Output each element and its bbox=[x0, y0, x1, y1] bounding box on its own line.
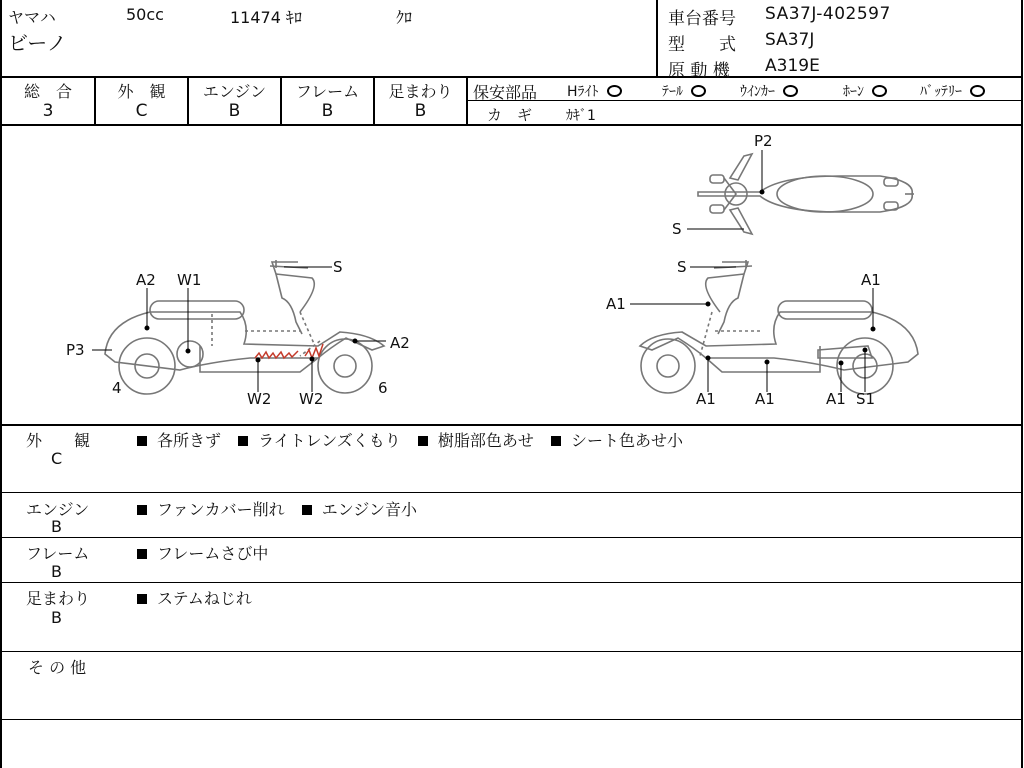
grade-engine-value: B bbox=[228, 101, 241, 121]
damage-diagram bbox=[0, 126, 1020, 423]
chassis-value: SA37J-402597 bbox=[765, 4, 891, 24]
safety-item-headlight: Hﾗｲﾄ bbox=[567, 81, 622, 101]
displacement-text: 50cc bbox=[126, 5, 164, 24]
mileage-text: 11474 ｷﾛ bbox=[230, 8, 302, 27]
bullet-square-icon bbox=[418, 436, 428, 446]
remark-notes-frame: フレームさび中 bbox=[137, 541, 280, 564]
diagram-label: S1 bbox=[856, 390, 876, 408]
diagram-label: W2 bbox=[299, 390, 324, 408]
diagram-label: A2 bbox=[136, 271, 156, 289]
remark-grade-frame: B bbox=[51, 562, 62, 581]
remark-divider-4 bbox=[0, 651, 1023, 652]
header-divider bbox=[0, 76, 1023, 78]
bullet-square-icon bbox=[137, 594, 147, 604]
grade-frame-value: B bbox=[321, 101, 334, 121]
grade-exterior-label: 外 観 bbox=[117, 82, 166, 101]
key-value: ｶｷﾞ1 bbox=[566, 108, 596, 124]
safety-label: 保安部品 bbox=[473, 83, 538, 102]
bullet-square-icon bbox=[238, 436, 248, 446]
remark-category-other: そ の 他 bbox=[28, 658, 87, 677]
diagram-label: W2 bbox=[247, 390, 272, 408]
remark-notes-engine: ファンカバー削れ エンジン音小 bbox=[137, 497, 429, 520]
diagram-label: A1 bbox=[696, 390, 716, 408]
ok-circle-icon bbox=[607, 85, 622, 97]
bullet-square-icon bbox=[551, 436, 561, 446]
remark-divider-5 bbox=[0, 719, 1023, 720]
diagram-label: A1 bbox=[755, 390, 775, 408]
engine-value: A319E bbox=[765, 56, 820, 76]
right-border bbox=[1021, 0, 1023, 768]
diagram-label: A2 bbox=[390, 334, 410, 352]
grade-suspension-label: 足まわり bbox=[388, 82, 453, 101]
type-value: SA37J bbox=[765, 30, 815, 50]
safety-item-winker: ｳｲﾝｶｰ bbox=[740, 81, 798, 101]
grade-exterior-value: C bbox=[135, 101, 148, 121]
maker-text: ヤマハ bbox=[8, 8, 56, 27]
remark-notes-suspension: ステムねじれ bbox=[137, 586, 264, 609]
remark-grade-exterior: C bbox=[51, 449, 63, 468]
grade-frame-label: フレーム bbox=[295, 82, 360, 101]
engine-label: 原 動 機 bbox=[668, 61, 730, 81]
chassis-label: 車台番号 bbox=[668, 9, 736, 29]
remark-category-engine: エンジン bbox=[26, 500, 90, 519]
diagram-label: W1 bbox=[177, 271, 202, 289]
diagram-label: 6 bbox=[378, 379, 388, 397]
ok-circle-icon bbox=[970, 85, 985, 97]
remark-category-suspension: 足まわり bbox=[26, 589, 91, 608]
diagram-label: S bbox=[677, 258, 687, 276]
diagram-label: A1 bbox=[861, 271, 881, 289]
remark-divider-1 bbox=[0, 492, 1023, 493]
remark-notes-exterior: 各所きず ライトレンズくもり 樹脂部色あせ シート色あせ小 bbox=[137, 428, 695, 451]
model-name: ビーノ bbox=[8, 31, 67, 55]
bullet-square-icon bbox=[137, 549, 147, 559]
bullet-square-icon bbox=[137, 436, 147, 446]
remark-category-frame: フレーム bbox=[26, 544, 90, 563]
diagram-divider bbox=[0, 424, 1023, 426]
grade-overall-label: 総 合 bbox=[23, 82, 72, 101]
diagram-label: S bbox=[333, 258, 343, 276]
grade-engine-label: エンジン bbox=[202, 82, 267, 101]
safety-item-battery: ﾊﾞｯﾃﾘｰ bbox=[920, 81, 985, 101]
diagram-label: S bbox=[672, 220, 682, 238]
bullet-square-icon bbox=[137, 505, 147, 515]
type-label: 型 式 bbox=[668, 35, 736, 55]
remark-grade-engine: B bbox=[51, 517, 62, 536]
bullet-square-icon bbox=[302, 505, 312, 515]
remark-divider-3 bbox=[0, 582, 1023, 583]
diagram-label: P2 bbox=[754, 132, 773, 150]
remark-grade-suspension: B bbox=[51, 608, 62, 627]
key-label: カ ギ bbox=[487, 106, 533, 124]
safety-item-tail: ﾃｰﾙ bbox=[662, 81, 706, 101]
grade-overall-value: 3 bbox=[42, 101, 54, 121]
diagram-label: 4 bbox=[112, 379, 122, 397]
ok-circle-icon bbox=[872, 85, 887, 97]
header-vertical-divider bbox=[656, 0, 658, 76]
safety-item-horn: ﾎｰﾝ bbox=[843, 81, 887, 101]
ok-circle-icon bbox=[691, 85, 706, 97]
diagram-label: A1 bbox=[826, 390, 846, 408]
scooter-top-view bbox=[698, 154, 914, 234]
remark-category-exterior: 外 観 bbox=[26, 431, 91, 450]
ok-circle-icon bbox=[783, 85, 798, 97]
diagram-label: P3 bbox=[66, 341, 85, 359]
grade-suspension-value: B bbox=[414, 101, 427, 121]
color-text: ｸﾛ bbox=[396, 8, 413, 27]
remark-divider-2 bbox=[0, 537, 1023, 538]
diagram-label: A1 bbox=[606, 295, 626, 313]
